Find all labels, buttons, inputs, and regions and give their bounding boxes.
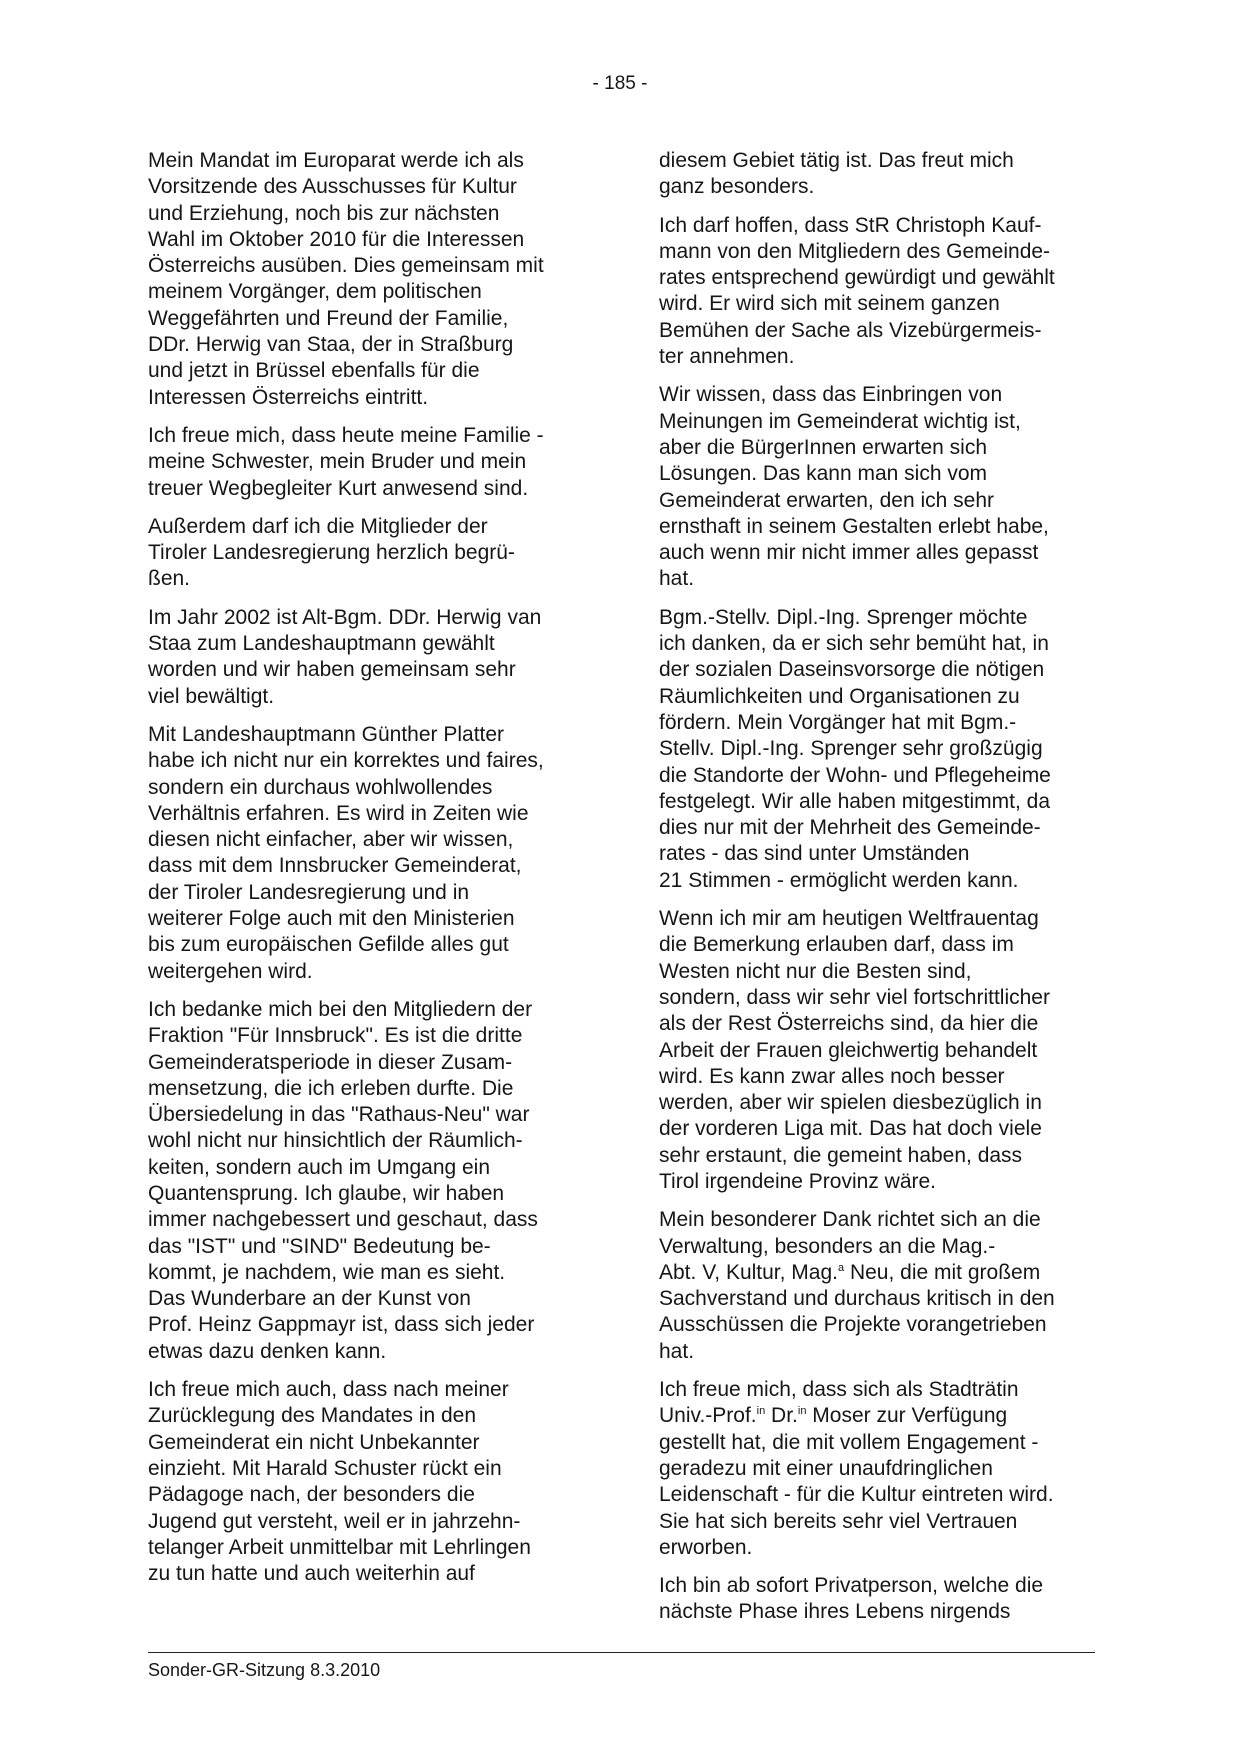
text-line: Außerdem darf ich die Mitglieder der bbox=[148, 514, 488, 538]
text-line: Arbeit der Frauen gleichwertig behandelt bbox=[659, 1038, 1038, 1062]
text-line: wird. Er wird sich mit seinem ganzen bbox=[659, 292, 1000, 316]
text-line: Fraktion "Für Innsbruck". Es ist die dritte bbox=[148, 1024, 523, 1048]
text-fragment: Dr. bbox=[765, 1404, 798, 1428]
footer-text: Sonder-GR-Sitzung 8.3.2010 bbox=[148, 1660, 381, 1680]
text-line: sondern, dass wir sehr viel fortschrittlicher bbox=[659, 985, 1050, 1009]
text-line: Ich bin ab sofort Privatperson, welche die bbox=[659, 1574, 1044, 1598]
text-line: sehr erstaunt, die gemeint haben, dass bbox=[659, 1143, 1023, 1167]
text-line: Bgm.-Stellv. Dipl.-Ing. Sprenger möchte bbox=[659, 605, 1028, 629]
text-line bbox=[659, 1403, 1099, 1429]
text-line: der sozialen Daseinsvorsorge die nötigen bbox=[659, 658, 1045, 682]
text-line: Mein besonderer Dank richtet sich an die bbox=[659, 1208, 1041, 1232]
text-line: Quantensprung. Ich glaube, wir haben bbox=[148, 1181, 505, 1205]
text-line: zu tun hatte und auch weiterhin auf bbox=[148, 1562, 475, 1586]
text-line: Gemeinderatsperiode in dieser Zusam- bbox=[148, 1050, 513, 1074]
text-fragment: Moser zur Verfügung bbox=[806, 1404, 1008, 1428]
text-line: keiten, sondern auch im Umgang ein bbox=[148, 1155, 491, 1179]
text-line: ernsthaft in seinem Gestalten erlebt habe, bbox=[659, 514, 1049, 538]
paragraph bbox=[148, 722, 588, 985]
text-line: Verwaltung, besonders an die Mag.- bbox=[659, 1234, 996, 1258]
text-line: Ich freue mich, dass sich als Stadträtin bbox=[659, 1378, 1019, 1402]
text-line: Pädagoge nach, der besonders die bbox=[148, 1483, 475, 1507]
text-line: hat. bbox=[659, 1339, 695, 1363]
text-line: Westen nicht nur die Besten sind, bbox=[659, 959, 972, 983]
text-line: nächste Phase ihres Lebens nirgends bbox=[659, 1600, 1011, 1624]
text-line: Stellv. Dipl.-Ing. Sprenger sehr großzügig bbox=[659, 737, 1043, 761]
text-line: Räumlichkeiten und Organisationen zu bbox=[659, 684, 1020, 708]
text-line: Im Jahr 2002 ist Alt-Bgm. DDr. Herwig van bbox=[148, 605, 542, 629]
text-line: als der Rest Österreichs sind, da hier die bbox=[659, 1012, 1039, 1036]
text-line: ich danken, da er sich sehr bemüht hat, in bbox=[659, 632, 1049, 656]
paragraph bbox=[659, 1573, 1099, 1626]
text-line: weiterer Folge auch mit den Ministerien bbox=[148, 907, 515, 931]
text-line: und jetzt in Brüssel ebenfalls für die bbox=[148, 359, 480, 383]
text-line: habe ich nicht nur ein korrektes und faires, bbox=[148, 749, 544, 773]
text-line: Leidenschaft - für die Kultur eintreten wird. bbox=[659, 1483, 1054, 1507]
text-fragment: Univ.-Prof. bbox=[659, 1404, 757, 1428]
paragraph bbox=[659, 1377, 1099, 1561]
text-line: kommt, je nachdem, wie man es sieht. bbox=[148, 1260, 506, 1284]
text-line: das "IST" und "SIND" Bedeutung be- bbox=[148, 1234, 491, 1258]
page-number: - 185 - bbox=[592, 73, 648, 94]
text-line: gestellt hat, die mit vollem Engagement - bbox=[659, 1430, 1039, 1454]
text-line: Interessen Österreichs eintritt. bbox=[148, 385, 429, 409]
text-line: Gemeinderat erwarten, den ich sehr bbox=[659, 488, 995, 512]
paragraph bbox=[659, 148, 1099, 201]
text-line: Vorsitzende des Ausschusses für Kultur bbox=[148, 175, 517, 199]
paragraph bbox=[148, 148, 588, 411]
text-line: festgelegt. Wir alle haben mitgestimmt, da bbox=[659, 789, 1051, 813]
text-line: ßen. bbox=[148, 567, 191, 591]
text-line: Mein Mandat im Europarat werde ich als bbox=[148, 149, 524, 172]
text-line: Staa zum Landeshauptmann gewählt bbox=[148, 632, 495, 656]
text-line: hat. bbox=[659, 567, 695, 591]
text-line: erworben. bbox=[659, 1535, 753, 1559]
text-line: auch wenn mir nicht immer alles gepasst bbox=[659, 541, 1039, 565]
text-line: Übersiedelung in das "Rathaus-Neu" war bbox=[148, 1103, 530, 1127]
text-line: diesen nicht einfacher, aber wir wissen, bbox=[148, 828, 514, 852]
text-line: mensetzung, die ich erleben durfte. Die bbox=[148, 1076, 514, 1100]
text-line: worden und wir haben gemeinsam sehr bbox=[148, 658, 516, 682]
text-line: rates entsprechend gewürdigt und gewählt bbox=[659, 266, 1055, 290]
text-line: Prof. Heinz Gappmayr ist, dass sich jeder bbox=[148, 1313, 535, 1337]
text-line: aber die BürgerInnen erwarten sich bbox=[659, 435, 988, 459]
text-line: dies nur mit der Mehrheit des Gemeinde- bbox=[659, 816, 1041, 840]
text-line: Weggefährten und Freund der Familie, bbox=[148, 306, 509, 330]
text-line: viel bewältigt. bbox=[148, 684, 275, 708]
paragraph bbox=[659, 213, 1099, 371]
text-line: werden, aber wir spielen diesbezüglich in bbox=[659, 1091, 1042, 1115]
text-line: bis zum europäischen Gefilde alles gut bbox=[148, 933, 509, 957]
superscript: in bbox=[756, 1405, 766, 1418]
text-line: etwas dazu denken kann. bbox=[148, 1339, 387, 1363]
text-line: DDr. Herwig van Staa, der in Straßburg bbox=[148, 333, 514, 357]
text-line: Zurücklegung des Mandates in den bbox=[148, 1404, 477, 1428]
text-line: einzieht. Mit Harald Schuster rückt ein bbox=[148, 1456, 502, 1480]
paragraph bbox=[148, 423, 588, 502]
text-line: treuer Wegbegleiter Kurt anwesend sind. bbox=[148, 476, 529, 500]
paragraph bbox=[659, 605, 1099, 894]
text-line: Ich freue mich auch, dass nach meiner bbox=[148, 1378, 509, 1402]
text-line: ganz besonders. bbox=[659, 175, 815, 199]
text-line: wohl nicht nur hinsichtlich der Räumlich- bbox=[148, 1129, 523, 1153]
text-line: Ich darf hoffen, dass StR Christoph Kauf- bbox=[659, 213, 1042, 237]
text-line: Das Wunderbare an der Kunst von bbox=[148, 1287, 471, 1311]
paragraph bbox=[659, 906, 1099, 1195]
text-line: Sie hat sich bereits sehr viel Vertrauen bbox=[659, 1509, 1018, 1533]
text-line: diesem Gebiet tätig ist. Das freut mich bbox=[659, 149, 1014, 172]
paragraph bbox=[148, 997, 588, 1365]
paragraph bbox=[148, 1377, 588, 1587]
paragraph bbox=[148, 514, 588, 593]
text-line: geradezu mit einer unaufdringlichen bbox=[659, 1456, 993, 1480]
text-line: dass mit dem Innsbrucker Gemeinderat, bbox=[148, 854, 522, 878]
text-line: Ich freue mich, dass heute meine Familie - bbox=[148, 423, 544, 447]
text-line: mann von den Mitgliedern des Gemeinde- bbox=[659, 239, 1051, 263]
text-line: sondern ein durchaus wohlwollendes bbox=[148, 775, 493, 799]
text-line: Wahl im Oktober 2010 für die Interessen bbox=[148, 227, 525, 251]
text-line: Wir wissen, dass das Einbringen von bbox=[659, 383, 1003, 407]
text-line bbox=[659, 1260, 1099, 1286]
text-line: Tirol irgendeine Provinz wäre. bbox=[659, 1169, 937, 1193]
text-line: Lösungen. Das kann man sich vom bbox=[659, 462, 988, 486]
text-line: Meinungen im Gemeinderat wichtig ist, bbox=[659, 409, 1021, 433]
text-line: der Tiroler Landesregierung und in bbox=[148, 880, 470, 904]
text-line: fördern. Mein Vorgänger hat mit Bgm.- bbox=[659, 710, 1017, 734]
text-line: Ausschüssen die Projekte vorangetrieben bbox=[659, 1313, 1047, 1337]
text-line: Wenn ich mir am heutigen Weltfrauentag bbox=[659, 907, 1039, 931]
text-line: Sachverstand und durchaus kritisch in den bbox=[659, 1287, 1055, 1311]
text-line: telanger Arbeit unmittelbar mit Lehrlingen bbox=[148, 1535, 531, 1559]
text-fragment: Neu, die mit großem bbox=[844, 1260, 1041, 1284]
text-line: Verhältnis erfahren. Es wird in Zeiten wie bbox=[148, 801, 529, 825]
text-line: 21 Stimmen - ermöglicht werden kann. bbox=[659, 868, 1019, 892]
text-line: immer nachgebessert und geschaut, dass bbox=[148, 1208, 538, 1232]
superscript: in bbox=[797, 1405, 807, 1418]
text-line: Jugend gut versteht, weil er in jahrzehn- bbox=[148, 1509, 521, 1533]
text-line: die Bemerkung erlauben darf, dass im bbox=[659, 933, 1014, 957]
text-line: und Erziehung, noch bis zur nächsten bbox=[148, 201, 500, 225]
text-line: Österreichs ausüben. Dies gemeinsam mit bbox=[148, 254, 544, 278]
text-line: die Standorte der Wohn- und Pflegeheime bbox=[659, 763, 1051, 787]
paragraph bbox=[659, 1207, 1099, 1365]
right-column bbox=[659, 148, 1099, 1638]
text-line: wird. Es kann zwar alles noch besser bbox=[659, 1064, 1005, 1088]
text-fragment: Abt. V, Kultur, Mag. bbox=[659, 1260, 838, 1284]
superscript: a bbox=[838, 1261, 845, 1274]
text-line: weitergehen wird. bbox=[148, 959, 313, 983]
text-line: meine Schwester, mein Bruder und mein bbox=[148, 450, 527, 474]
text-line: rates - das sind unter Umständen bbox=[659, 842, 970, 866]
text-line: ter annehmen. bbox=[659, 345, 795, 369]
text-line: Gemeinderat ein nicht Unbekannter bbox=[148, 1430, 480, 1454]
text-line: der vorderen Liga mit. Das hat doch viele bbox=[659, 1117, 1042, 1141]
paragraph bbox=[148, 605, 588, 710]
paragraph bbox=[659, 382, 1099, 592]
text-line: Tiroler Landesregierung herzlich begrü- bbox=[148, 541, 515, 565]
text-line: meinem Vorgänger, dem politischen bbox=[148, 280, 482, 304]
text-line: Bemühen der Sache als Vizebürgermeis- bbox=[659, 318, 1042, 342]
left-column bbox=[148, 148, 588, 1599]
footer-divider bbox=[148, 1652, 1095, 1653]
text-line: Mit Landeshauptmann Günther Platter bbox=[148, 722, 505, 746]
text-line: Ich bedanke mich bei den Mitgliedern der bbox=[148, 997, 533, 1021]
